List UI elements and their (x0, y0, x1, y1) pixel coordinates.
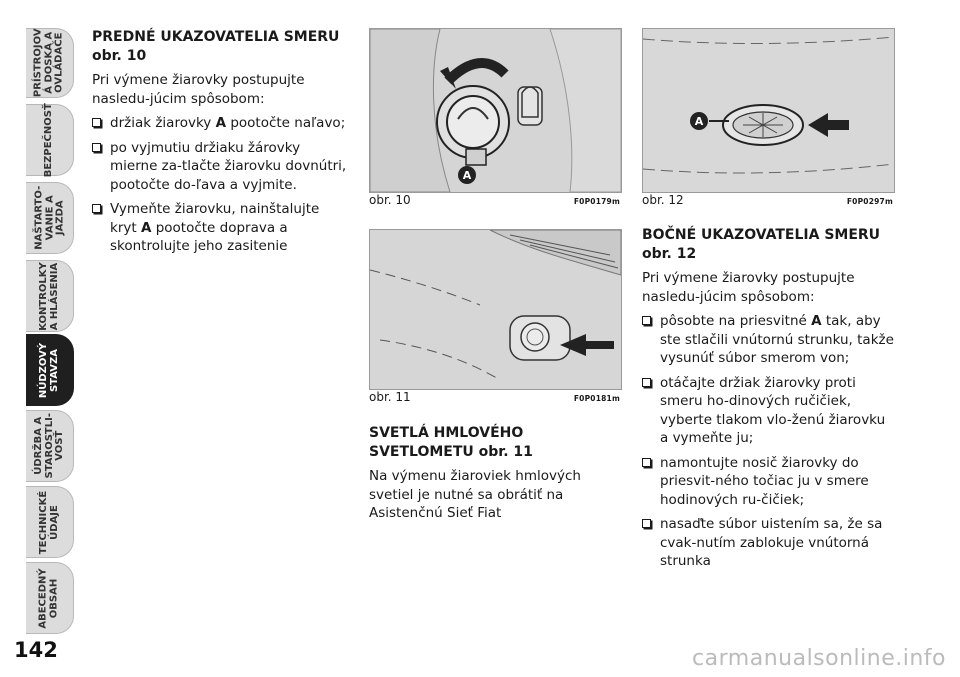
step-text: pootočte doprava a skontrolujte jeho zasitenie (110, 219, 288, 254)
figure-10 (369, 28, 622, 193)
checkbox-bullet-icon (642, 458, 651, 467)
step-text: otáčajte držiak žiarovky proti smeru ho-dinových ručičiek, vyberte tlakom vlo-ženú žiarovku a vymeňte ju; (660, 374, 886, 446)
figure-10-caption (369, 193, 620, 207)
heading-text: SVETLÁ HMLOVÉHO SVETLOMETU (369, 425, 524, 460)
checkbox-bullet-icon (642, 378, 651, 387)
heading-figure-ref: obr. 10 (92, 47, 147, 64)
tab-label: TECHNICKÉ ÚDAJE (38, 490, 60, 554)
step-text: pootočte naľavo; (226, 115, 346, 131)
list-item (642, 312, 894, 368)
section-heading (369, 424, 621, 461)
figure-label: obr. 12 (642, 193, 684, 207)
figure-11 (369, 229, 622, 390)
intro-text: Pri výmene žiarovky postupujte nasledu-júcim spôsobom: (642, 270, 855, 305)
checkbox-bullet-icon (92, 143, 101, 152)
heading-text: PREDNÉ UKAZOVATELIA SMERU (92, 29, 340, 45)
tab-label: PRÍSTROJOV Á DOSKA A OVLÁDAČE (32, 28, 65, 98)
heading-figure-ref: obr. 12 (642, 245, 697, 262)
list-item (92, 200, 350, 256)
list-item (642, 454, 894, 510)
list-item (642, 515, 894, 571)
tab-label: ABECEDNÝ OBSAH (38, 567, 60, 629)
list-item (642, 374, 894, 448)
figure-code: F0P0179m (573, 197, 620, 206)
marker-a: A (694, 115, 704, 128)
tab-label: NAŠTARTO- VANIE A JAZDA (32, 185, 65, 251)
figure-12 (642, 28, 895, 193)
tab-label: BEZPEČNOSŤ (43, 102, 55, 178)
tab-label: KONTROLKY A HLÁSENIA (38, 261, 60, 331)
section-heading (92, 28, 350, 65)
figure-label: obr. 11 (369, 390, 411, 404)
step-text: namontujte nosič žiarovky do priesvit-ného točiac ju v smere hodinových ru-čičiek; (660, 454, 869, 508)
step-bold: A (811, 313, 822, 329)
headlight-illustration (370, 29, 621, 192)
tab-technicke-udaje[interactable] (26, 486, 74, 558)
step-text: držiak žiarovky (110, 115, 216, 131)
marker-a: A (462, 169, 472, 182)
tab-bezpecnost[interactable] (26, 104, 74, 176)
figure-11-caption (369, 390, 620, 404)
tab-nastartovanie[interactable] (26, 182, 74, 254)
checkbox-bullet-icon (642, 316, 651, 325)
step-text: po vyjmutiu držiaku žárovky mierne za-tlačte žiarovku dovnútri, pootočte do-ľava a vyjmite. (110, 139, 347, 193)
step-text: pôsobte na priesvitné (660, 313, 812, 329)
step-bold: A (215, 115, 227, 131)
tab-pristrojova-doska[interactable] (26, 28, 74, 98)
watermark: carmanualsonline.info (692, 646, 946, 671)
steps-list (642, 312, 894, 571)
page-number: 142 (14, 638, 58, 662)
step-text: tak, aby ste stlačili vnútornú strunku, takže vysunúť súbor smerom von; (660, 313, 894, 366)
step-bold: A (140, 219, 152, 236)
column-1 (92, 28, 350, 262)
steps-list (92, 114, 350, 256)
checkbox-bullet-icon (642, 519, 651, 528)
intro-text: Pri výmene žiarovky postupujte nasledu-júcim spôsobom: (92, 72, 305, 107)
figure-code: F0P0181m (573, 394, 620, 403)
list-item (92, 114, 350, 133)
heading-figure-ref: obr. 11 (478, 443, 533, 460)
heading-text: BOČNÉ UKAZOVATELIA SMERU (642, 227, 881, 243)
figure-12-caption (642, 193, 893, 207)
tab-label: NÚDZOVÝ STAVZA (38, 342, 60, 398)
checkbox-bullet-icon (92, 118, 101, 127)
column-2-text (369, 424, 621, 529)
step-text: Vymeňte žiarovku, nainštalujte kryt (110, 201, 320, 236)
checkbox-bullet-icon (92, 204, 101, 213)
list-item (92, 139, 350, 195)
side-indicator-illustration (643, 29, 894, 192)
tab-abecedny-obsah[interactable] (26, 562, 74, 634)
step-text: nasaďte súbor uistením sa, že sa cvak-nutím zablokuje vnútorná strunka (660, 516, 883, 569)
section-heading (642, 226, 894, 263)
column-3-text (642, 226, 894, 577)
body-text: Na výmenu žiaroviek hmlových svetiel je nutné sa obrátiť na Asistenčnú Sieť Fiat (369, 468, 581, 521)
tab-kontrolky[interactable] (26, 260, 74, 332)
tab-nudzovy-stav[interactable] (26, 334, 74, 406)
tab-udrzba[interactable] (26, 410, 74, 482)
figure-label: obr. 10 (369, 193, 411, 207)
tab-label: ÚDRŽBA A STAROSTLI- VOSŤ (32, 413, 65, 479)
fog-light-illustration (370, 230, 621, 389)
figure-code: F0P0297m (846, 197, 893, 206)
